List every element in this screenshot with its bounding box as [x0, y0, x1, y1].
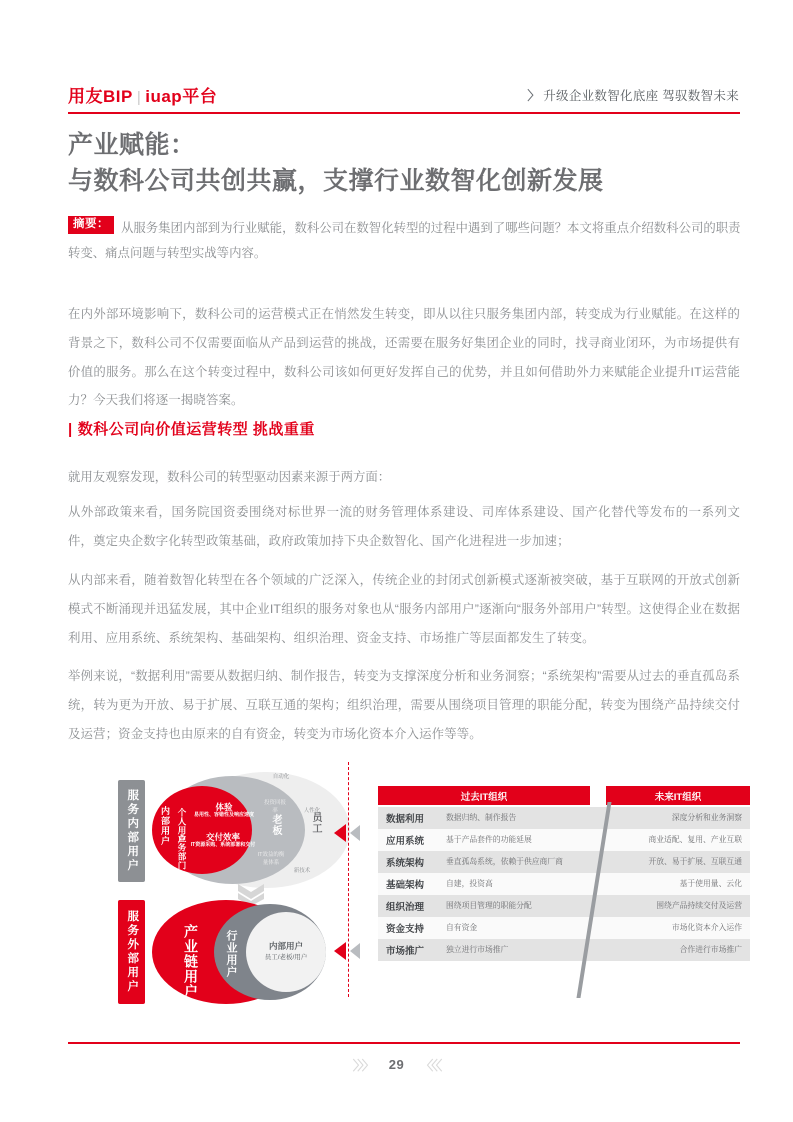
- chevrons-right-icon: 〉〉〉: [352, 1057, 373, 1073]
- chevron-right-icon: 〉: [527, 89, 541, 103]
- venn-top-label-delivery-sub: IT资源采购、系统部署和交付: [190, 842, 256, 848]
- abstract-tag: 摘要：: [68, 216, 114, 234]
- brand-separator: |: [136, 89, 142, 106]
- abstract-text: 从服务集团内部到为行业赋能，数科公司在数智化转型的过程中遇到了哪些问题？本文将重点介绍数科公司的职责转变、痛点问题与转型实战等内容。: [68, 221, 741, 261]
- table-cell-future: 深度分析和业务洞察: [671, 813, 742, 823]
- venn-top-label-inner-users: 内部用户: [160, 806, 170, 846]
- table-row: [378, 917, 750, 939]
- chevrons-left-icon: 〈〈〈: [420, 1057, 441, 1073]
- table-cell-label: 数据利用: [386, 814, 425, 825]
- venn-top-label-employee: 员工: [310, 812, 321, 834]
- venn-top-label-humanization: 人性化: [303, 808, 321, 814]
- venn-top: [152, 772, 350, 888]
- table-cell-label: 组织治理: [386, 902, 425, 913]
- section-heading: [68, 418, 315, 439]
- table-row: [378, 807, 750, 829]
- table-row: [378, 873, 750, 895]
- figure-it-organization-transformation: [60, 752, 750, 1002]
- table-cell-future: 合作进行市场推广: [679, 945, 742, 955]
- table-cell-future: 围绕产品持续交付及运营: [656, 901, 742, 911]
- venn-bottom-label-chain-users: 产业链用户: [183, 924, 199, 999]
- label-serve-external-users: 服务外部用户: [118, 900, 145, 1004]
- double-chevron-left-icon-bottom: [330, 942, 364, 960]
- table-cell-past: 基于产品套件的功能延展: [446, 835, 532, 845]
- table-cell-past: 垂直孤岛系统，依赖于供应商厂商: [446, 857, 563, 867]
- double-chevron-left-icon-top: [330, 824, 364, 842]
- abstract-block: [68, 216, 744, 267]
- venn-top-label-personal-users: 个人用户: [177, 808, 187, 844]
- venn-top-label-business-dept: 业务部门: [177, 834, 187, 870]
- table-header-row: [378, 786, 750, 805]
- venn-top-label-delivery: 交付效率: [205, 832, 240, 842]
- table-row: [378, 829, 750, 851]
- table-cell-future: 市场化资本介入运作: [671, 923, 742, 933]
- brand-main: 用友BIP: [68, 87, 133, 106]
- table-row: [378, 939, 750, 961]
- table-header-gap: [590, 786, 606, 805]
- venn-top-label-automation: 自动化: [272, 774, 290, 780]
- section-bar: |: [68, 421, 73, 438]
- brand-logo: [68, 82, 217, 107]
- page-title-line1: 产业赋能：: [68, 131, 196, 159]
- figure-dashed-divider: [348, 762, 349, 997]
- figure-venn-diagrams: [60, 752, 350, 1002]
- brand-sub: iuap平台: [145, 87, 218, 106]
- lead-paragraph: 就用友观察发现，数科公司的转型驱动因素来源于两方面：: [68, 470, 391, 484]
- table-cell-label: 基础架构: [386, 880, 425, 891]
- table-cell-past: 自建，投资高: [446, 879, 493, 889]
- page-title-line2: 与数科公司共创共赢，支撑行业数智化创新发展: [68, 166, 604, 195]
- venn-bottom: [152, 900, 350, 1004]
- venn-top-label-it-value: IT效益的衡量体系: [257, 852, 285, 866]
- venn-bottom-label-industry-users: 行业用户: [225, 930, 237, 978]
- table-cell-label: 资金支持: [386, 924, 425, 935]
- table-body: [378, 807, 750, 961]
- venn-top-label-roi: 投资回报率: [263, 800, 286, 814]
- table-cell-label: 市场推广: [386, 946, 425, 957]
- page-title: [68, 128, 758, 199]
- table-row: [378, 851, 750, 873]
- header-tagline: [527, 86, 739, 104]
- page-header: [0, 38, 793, 106]
- footer-divider: [68, 1042, 740, 1044]
- page-number: 29: [388, 1056, 405, 1072]
- table-row: [378, 895, 750, 917]
- paragraph-3: 从内部来看，随着数智化转型在各个领域的广泛深入，传统企业的封闭式创新模式逐渐被突破，基于互联网的开放式创新模式不断涌现并迅猛发展，其中企业IT组织的服务对象也从“服务内部用户”逐渐向“服务外部用户”转型。这使得企业在数据利用、应用系统、系统架构、基础架构、组织治理、资金支持、市场推广等层面都发生了转变。: [68, 573, 740, 645]
- table-cell-label: 应用系统: [386, 836, 425, 847]
- page-footer: [0, 1052, 793, 1076]
- table-cell-past: 自有资金: [446, 923, 478, 933]
- header-tagline-text: 升级企业数智化底座 驾驭数智未来: [543, 89, 739, 103]
- venn-top-label-experience: 体验: [215, 802, 233, 812]
- table-cell-past: 独立进行市场推广: [446, 945, 509, 955]
- section-heading-text: 数科公司向价值运营转型 挑战重重: [77, 421, 315, 438]
- label-serve-internal-users: 服务内部用户: [118, 780, 145, 882]
- table-cell-past: 数据归纳、制作报告: [446, 813, 517, 823]
- table-header-past: 过去IT组织: [378, 786, 590, 805]
- table-cell-label: 系统架构: [386, 858, 425, 869]
- venn-bottom-label-inner-users: 内部用户: [268, 941, 303, 951]
- venn-top-label-boss: 老板: [270, 814, 281, 836]
- header-divider: [68, 112, 740, 114]
- paragraph-1: 在内外部环境影响下，数科公司的运营模式正在悄然发生转变，即从以往只服务集团内部，转变成为行业赋能。在这样的背景之下，数科公司不仅需要面临从产品到运营的挑战，还需要在服务好集团企业的同时，找寻商业闭环，为市场提供有价值的服务。那么在这个转变过程中，数科公司该如何更好发挥自己的优势，并且如何借助外力来赋能企业提升IT运营能力？今天我们将逐一揭晓答案。: [68, 307, 740, 408]
- table-cell-past: 围绕项目管理的职能分配: [446, 901, 532, 911]
- paragraph-2: 从外部政策来看，国务院国资委围绕对标世界一流的财务管理体系建设、司库体系建设、国产化替代等发布的一系列文件，奠定央企数字化转型政策基础，政府政策加持下央企数智化、国产化进程进一步加速；: [68, 505, 740, 548]
- table-cell-gap: [590, 939, 606, 961]
- venn-top-label-new-tech: 新技术: [293, 868, 311, 874]
- venn-bottom-label-inner-users-sub: 员工/老板/用户: [264, 954, 308, 961]
- table-cell-future: 开放、易于扩展、互联互通: [648, 857, 742, 867]
- venn-top-label-experience-sub: 易用性、容错性及响应速度: [193, 812, 254, 818]
- table-cell-future: 基于使用量、云化: [679, 879, 742, 889]
- comparison-table: [378, 786, 750, 961]
- table-cell-future: 商业适配、复用、产业互联: [648, 835, 742, 845]
- table-header-future: 未来IT组织: [606, 786, 750, 805]
- paragraph-4: 举例来说，“数据利用”需要从数据归纳、制作报告，转变为支撑深度分析和业务洞察；“系统架构”需要从过去的垂直孤岛系统，转为更为开放、易于扩展、互联互通的架构；组织治理，需要从围绕项目管理的职能分配，转变为围绕产品持续交付及运营；资金支持也由原来的自有资金，转变为市场化资本介入运作等等。: [68, 669, 740, 741]
